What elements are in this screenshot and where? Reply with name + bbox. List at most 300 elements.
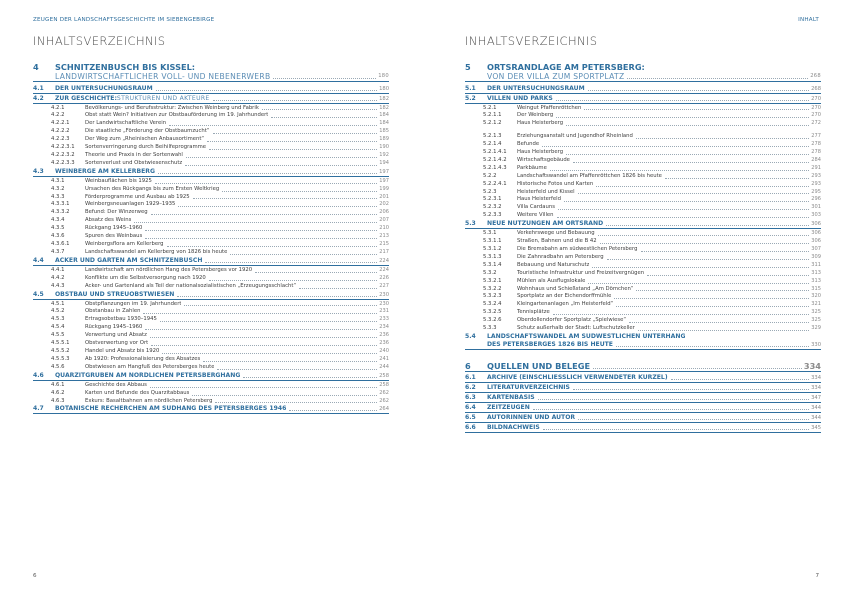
toc-entry[interactable] — [33, 316, 389, 324]
toc-page-number: 321 — [811, 301, 821, 308]
toc-entry-title: VILLEN UND PARKS — [487, 94, 553, 102]
dot-leader — [543, 429, 809, 430]
toc-page-number: 197 — [379, 177, 389, 184]
toc-entry[interactable] — [465, 196, 821, 204]
dot-leader — [134, 222, 377, 223]
toc-entry-title: Konflikte um die Selbstversorgung nach 1920 — [85, 274, 206, 281]
dot-leader — [636, 138, 809, 139]
toc-entry-title: Ertragsobstbau 1930–1945 — [85, 316, 157, 323]
toc-entry-number: 5.3.2 — [483, 269, 497, 276]
toc-entry-number: 5.3.3 — [483, 325, 497, 332]
toc-entry-title: Weinbergsflora am Kellerberg — [85, 241, 164, 247]
toc-entry[interactable] — [33, 348, 389, 356]
dot-leader — [155, 183, 377, 184]
toc-entry-title: Theorie und Praxis in der Sortenwahl — [85, 151, 183, 158]
toc-entry[interactable] — [465, 204, 821, 212]
toc-entry[interactable] — [465, 220, 821, 229]
toc-entry[interactable] — [465, 212, 821, 220]
toc-entry-title: Sportplatz an der Eichendorffmühle — [517, 293, 612, 300]
toc-entry-number: 4.2.2.2 — [51, 128, 70, 135]
toc-page-number: 313 — [811, 269, 821, 276]
dot-leader — [145, 230, 377, 231]
toc-entry-number: 5.2.1.4.2 — [483, 156, 507, 163]
toc-entry[interactable] — [33, 178, 389, 186]
toc-entry-title: KARTENBASIS — [487, 394, 535, 402]
toc-entry[interactable] — [33, 301, 389, 309]
dot-leader — [616, 346, 809, 347]
chapter-heading[interactable] — [465, 62, 821, 72]
toc-entry-title: Landschaftswandel am Kellerberg von 1826 bis heute — [85, 248, 228, 255]
toc-entry-number: 4.5.5.2 — [51, 347, 70, 354]
toc-page-number: 199 — [379, 185, 389, 192]
toc-entry-title: Weinbauflächen bis 1925 — [85, 177, 152, 184]
toc-page-number: 272 — [811, 120, 821, 127]
toc-entry-number: 4.1 — [33, 84, 44, 92]
toc-entry-title: Die Bremsbahn am südwestlichen Petersberg — [517, 246, 638, 252]
toc-entry[interactable] — [465, 230, 821, 238]
toc-page-number: 344 — [811, 415, 821, 422]
toc-entry[interactable] — [465, 133, 821, 141]
toc-entry[interactable] — [465, 112, 821, 120]
toc-entry[interactable] — [465, 384, 821, 393]
toc-page-number: 334 — [811, 385, 821, 392]
toc-entry-title: Rückgang 1945–1960 — [85, 225, 143, 232]
toc-entry[interactable] — [33, 372, 389, 381]
dot-leader — [564, 201, 809, 202]
toc-page-number: 295 — [811, 188, 821, 195]
toc-entry-title: ZUR GESCHICHTE: — [55, 94, 117, 102]
toc-entry-number: 4.6.2 — [51, 389, 65, 396]
toc-entry-number: 4.5.4 — [51, 324, 65, 331]
toc-page-number: 311 — [811, 261, 821, 268]
toc-entry-title: Obstpflanzungen im 19. Jahrhundert — [85, 300, 182, 307]
toc-entry-title: Obst statt Wein? Initiativen zur Obstbauförderung im 19. Jahrhundert — [85, 112, 269, 119]
running-header-right: INHALT — [798, 17, 819, 23]
dot-leader — [584, 109, 809, 110]
toc-page-number: 234 — [379, 324, 389, 331]
dot-leader — [614, 298, 809, 299]
dot-leader — [550, 170, 809, 171]
toc-entry-title: NEUE NUTZUNGEN AM ORTSRAND — [487, 220, 604, 228]
toc-entry[interactable] — [33, 356, 389, 364]
toc-entry-number: 4.2.2.3.3 — [51, 159, 75, 166]
toc-entry-title: BOTANISCHE RECHERCHEN AM SÜDHANG DES PETERSBERGES 1946 — [55, 405, 287, 413]
toc-entry[interactable] — [33, 201, 389, 209]
toc-entry-title: Weitere Villen — [517, 212, 554, 219]
toc-entry-title: Befunde — [517, 141, 540, 148]
toc-entry-title: Verkehrswege und Bebauung — [517, 230, 595, 237]
toc-entry[interactable] — [33, 233, 389, 241]
toc-entry[interactable] — [465, 189, 821, 197]
toc-entry-number: 6.5 — [465, 414, 476, 422]
right-page-title: INHALTSVERZEICHNIS — [465, 34, 598, 48]
dot-leader — [169, 125, 377, 126]
toc-entry[interactable] — [33, 308, 389, 316]
toc-page-number: 262 — [379, 397, 389, 404]
toc-entry[interactable] — [465, 278, 821, 286]
toc-entry[interactable] — [33, 283, 389, 291]
dot-leader — [213, 100, 378, 101]
toc-entry[interactable] — [465, 173, 821, 181]
toc-entry[interactable] — [33, 225, 389, 233]
dot-leader — [600, 243, 810, 244]
dot-leader — [629, 322, 809, 323]
toc-entry-title: BILDNACHWEIS — [487, 424, 540, 432]
toc-page-number: 315 — [811, 285, 821, 292]
toc-entry-title: DER UNTERSUCHUNGSRAUM — [55, 84, 153, 92]
dot-leader — [665, 178, 809, 179]
dot-leader — [627, 78, 808, 79]
toc-entry-number: 5.2.1.1 — [483, 112, 502, 119]
toc-entry[interactable] — [465, 165, 821, 173]
toc-entry-number: 5.2.1.4 — [483, 141, 502, 148]
toc-entry-title: Verwertung und Absatz — [85, 332, 147, 339]
toc-entry-title: Der Weinberg — [517, 112, 554, 119]
toc-entry-title: Exkurs: Basaltbahnen am nördlichen Petersberg — [85, 397, 213, 404]
toc-entry-title: Mühlen als Ausflugslokale — [517, 277, 586, 284]
dot-leader — [178, 206, 377, 207]
dot-leader — [566, 154, 809, 155]
left-page-number: 6 — [33, 573, 37, 579]
toc-entry-number: 4.3 — [33, 167, 44, 175]
toc-entry[interactable] — [465, 120, 821, 128]
toc-entry-title: Haus Heisterberg — [517, 149, 564, 156]
dot-leader — [203, 361, 377, 362]
toc-entry-number: 5.3 — [465, 220, 476, 228]
toc-entry[interactable] — [465, 270, 821, 278]
toc-page-number: 301 — [811, 204, 821, 211]
dot-leader — [156, 90, 377, 91]
toc-entry[interactable] — [33, 398, 389, 406]
dot-leader — [230, 254, 377, 255]
toc-entry-title: Der Weg zum „Rheinischen Anbausortiment“ — [85, 136, 205, 143]
dot-leader — [150, 387, 377, 388]
toc-entry-title: Bevölkerungs- und Berufsstruktur: Zwischen Weinberg und Fabrik — [85, 104, 259, 111]
toc-entry[interactable] — [33, 152, 389, 160]
toc-entry-title: Obstverwertung vor Ort — [85, 340, 149, 347]
toc-entry[interactable] — [465, 404, 821, 413]
toc-entry-number: 4.3.4 — [51, 217, 65, 224]
toc-entry-title: Ab 1920: Professionalisierung des Absatzes — [85, 355, 201, 362]
toc-entry-number: 5.3.2.1 — [483, 277, 502, 284]
toc-entry-number: 4.5.1 — [51, 300, 65, 307]
dot-leader — [151, 345, 377, 346]
dot-leader — [573, 389, 809, 390]
chapter-subtitle-text: VON DER VILLA ZUM SPORTPLATZ — [487, 72, 625, 81]
dot-leader — [262, 109, 377, 110]
chapter-heading[interactable] — [465, 361, 821, 372]
toc-entry-number: 4.5.3 — [51, 316, 65, 323]
toc-entry-title: Sortenverringerung durch Beihilfeprogramme — [85, 144, 207, 151]
toc-entry-title: Haus Heisterfeld — [517, 196, 561, 203]
toc-entry[interactable] — [465, 333, 821, 341]
toc-entry[interactable] — [33, 144, 389, 152]
toc-entry[interactable] — [465, 95, 821, 104]
toc-entry-number: 5.2.1 — [483, 104, 497, 111]
toc-entry[interactable] — [33, 241, 389, 249]
toc-entry-number: 5.3.2.6 — [483, 317, 502, 324]
toc-entry[interactable] — [465, 254, 821, 262]
toc-entry[interactable] — [465, 85, 821, 94]
toc-entry[interactable] — [465, 394, 821, 403]
chapter-heading[interactable] — [33, 62, 389, 72]
toc-entry-title: Sortenverlust und Obstwiesenschutz — [85, 159, 183, 166]
chapter-number: 4 — [33, 62, 39, 72]
toc-entry-title: Befund: Der Winzerweg — [85, 209, 148, 216]
toc-entry[interactable] — [465, 424, 821, 433]
toc-entry-title: Karten und Befunde des Quarzitabbaus — [85, 389, 190, 396]
dot-leader — [641, 251, 810, 252]
toc-page-number: 224 — [379, 266, 389, 273]
toc-entry[interactable] — [33, 105, 389, 113]
toc-entry[interactable] — [465, 238, 821, 246]
dot-leader — [299, 288, 377, 289]
toc-entry[interactable] — [33, 160, 389, 168]
toc-entry[interactable] — [465, 105, 821, 113]
toc-entry[interactable] — [465, 317, 821, 325]
toc-entry-number: 4.5.5.1 — [51, 340, 70, 347]
toc-entry[interactable] — [33, 390, 389, 398]
toc-entry-title: WEINBERGE AM KELLERBERG — [55, 167, 155, 175]
toc-entry-number: 4.4 — [33, 256, 44, 264]
toc-page-number: 284 — [811, 156, 821, 163]
toc-entry[interactable] — [465, 325, 821, 333]
toc-page-number: 230 — [379, 300, 389, 307]
toc-entry[interactable] — [33, 95, 389, 104]
dot-leader — [556, 117, 809, 118]
toc-entry[interactable] — [33, 249, 389, 257]
toc-entry[interactable] — [33, 85, 389, 94]
toc-entry[interactable] — [33, 120, 389, 128]
toc-entry[interactable] — [33, 128, 389, 136]
toc-entry-number: 4.3.3 — [51, 193, 65, 200]
toc-entry[interactable] — [465, 262, 821, 270]
dot-leader — [160, 321, 377, 322]
toc-entry-title: Touristische Infrastruktur und Freizeitvergnügen — [517, 269, 645, 276]
toc-page-number: 278 — [811, 149, 821, 156]
dot-leader — [606, 225, 809, 226]
toc-entry-title: Ursachen des Rückgangs bis zum Ersten Weltkrieg — [85, 185, 220, 192]
toc-entry[interactable] — [33, 405, 389, 414]
toc-entry[interactable] — [465, 246, 821, 254]
toc-entry[interactable] — [465, 374, 821, 383]
toc-entry[interactable] — [33, 257, 389, 266]
dot-leader — [592, 267, 809, 268]
toc-entry-title: LITERATURVERZEICHNIS — [487, 384, 570, 392]
toc-entry-number: 5.2.1.3 — [483, 133, 502, 140]
toc-entry-title: LANDSCHAFTSWANDEL AM SÜDWESTLICHEN UNTERHANG — [487, 332, 686, 340]
toc-entry[interactable] — [33, 382, 389, 390]
toc-entry[interactable] — [33, 332, 389, 340]
dot-leader — [671, 379, 809, 380]
dot-leader — [553, 314, 810, 315]
dot-leader — [556, 100, 809, 101]
toc-entry[interactable] — [465, 309, 821, 317]
toc-entry-title: Wohnhaus und Schießstand „Am Dömchen“ — [517, 285, 634, 292]
toc-entry-number: 6.2 — [465, 384, 476, 392]
toc-page-number: 347 — [811, 395, 821, 402]
toc-entry-number: 5.2.3.3 — [483, 212, 502, 219]
toc-entry[interactable] — [33, 112, 389, 120]
toc-entry[interactable] — [33, 186, 389, 194]
toc-entry[interactable] — [33, 217, 389, 225]
dot-leader — [542, 146, 809, 147]
chapter-number: 6 — [465, 360, 471, 371]
toc-entry-continued[interactable] — [465, 341, 821, 350]
toc-entry[interactable] — [465, 301, 821, 309]
dot-leader — [209, 280, 377, 281]
toc-entry[interactable] — [465, 141, 821, 149]
toc-entry[interactable] — [465, 293, 821, 301]
toc-entry-title: Spuren des Weinbaus — [85, 233, 143, 240]
dot-leader — [573, 162, 809, 163]
toc-entry-title: Obstwiesen am Hangfuß des Petersberges heute — [85, 363, 215, 370]
toc-entry-number: 5.2.1.4.3 — [483, 164, 507, 171]
toc-page-number: 330 — [811, 341, 821, 348]
toc-entry-number: 4.3.7 — [51, 248, 65, 255]
dot-leader — [289, 410, 377, 411]
toc-entry-number: 4.6.1 — [51, 381, 65, 388]
toc-entry-title: AUTORINNEN UND AUTOR — [487, 414, 576, 422]
toc-entry-number: 4.3.6.1 — [51, 241, 70, 247]
toc-page-number: 344 — [811, 405, 821, 412]
toc-page-number: 240 — [379, 347, 389, 354]
toc-page-number: 309 — [811, 253, 821, 260]
toc-entry-number: 4.5.5 — [51, 332, 65, 339]
toc-entry-title: Heisterfeld und Kissel — [517, 188, 575, 195]
toc-page-number: 202 — [379, 201, 389, 208]
toc-entry[interactable] — [33, 267, 389, 275]
toc-page-number: 227 — [379, 282, 389, 289]
toc-entry-title: Villa Cardauns — [517, 204, 555, 211]
chapter-title: ORTSRANDLAGE AM PETERSBERG: — [487, 62, 645, 72]
toc-page-number: 210 — [379, 225, 389, 232]
dot-leader — [636, 290, 809, 291]
toc-entry-title: Haus Heisterberg — [517, 120, 564, 127]
toc-entry-title: Förderprogramme und Ausbau ab 1925 — [85, 193, 190, 200]
dot-leader — [209, 149, 377, 150]
toc-entry[interactable] — [33, 136, 389, 144]
toc-entry[interactable] — [33, 364, 389, 372]
toc-page-number: 313 — [811, 277, 821, 284]
toc-entry[interactable] — [465, 414, 821, 423]
toc-entry[interactable] — [465, 157, 821, 165]
dot-leader — [578, 419, 809, 420]
toc-entry[interactable] — [33, 209, 389, 217]
toc-page-number: 296 — [811, 196, 821, 203]
toc-entry-number: 5.2.3 — [483, 188, 497, 195]
toc-page-number: 306 — [811, 230, 821, 237]
toc-entry[interactable] — [465, 181, 821, 189]
toc-entry-number: 4.2.2.1 — [51, 120, 70, 127]
dot-leader — [217, 369, 377, 370]
toc-page-number: 258 — [379, 381, 389, 388]
dot-leader — [167, 246, 378, 247]
toc-page-number: 236 — [379, 340, 389, 347]
chapter-title: SCHNITZENBUSCH BIS KISSEL: — [55, 62, 196, 72]
toc-entry-number: 5.3.1.2 — [483, 246, 502, 252]
chapter-subtitle[interactable] — [33, 72, 389, 82]
toc-entry-number: 4.5.5.3 — [51, 355, 70, 362]
dot-leader — [647, 275, 809, 276]
toc-page-number: 270 — [811, 104, 821, 111]
toc-page-number: 334 — [803, 360, 821, 371]
toc-page-number: 293 — [811, 172, 821, 179]
toc-page-number: 264 — [379, 406, 389, 413]
dot-leader — [207, 141, 377, 142]
toc-entry-number: 4.3.3.2 — [51, 209, 70, 216]
chapter-subtitle-text: LANDWIRTSCHAFTLICHER VOLL- UND NEBENERWERB — [55, 72, 271, 81]
toc-entry[interactable] — [33, 275, 389, 283]
toc-entry[interactable] — [33, 324, 389, 332]
toc-entry-number: 4.5.6 — [51, 363, 65, 370]
toc-entry-number: 5.2.3.2 — [483, 204, 502, 211]
dot-leader — [638, 330, 809, 331]
toc-entry-number: 4.6 — [33, 371, 44, 379]
toc-page-number: 185 — [379, 128, 389, 135]
chapter-title: QUELLEN UND BELEGE — [487, 360, 591, 371]
toc-entry-title: Landwirtschaft am nördlichen Hang des Petersberges vor 1920 — [85, 266, 253, 273]
dot-leader — [145, 329, 377, 330]
toc-entry-number: 6.4 — [465, 404, 476, 412]
toc-page-number: 189 — [379, 136, 389, 143]
dot-leader — [213, 133, 378, 134]
toc-page-number: 306 — [811, 238, 821, 245]
toc-page-number: 207 — [379, 217, 389, 224]
toc-entry[interactable] — [33, 194, 389, 202]
toc-entry-number: 5.3.1 — [483, 230, 497, 237]
toc-entry-number: 4.5.2 — [51, 308, 65, 315]
toc-entry[interactable] — [465, 286, 821, 294]
chapter-subtitle[interactable] — [465, 72, 821, 82]
toc-page-number: 206 — [379, 209, 389, 216]
toc-entry[interactable] — [33, 168, 389, 177]
dot-leader — [607, 259, 810, 260]
toc-page-number: 244 — [379, 363, 389, 370]
toc-entry-title: Weingut Pfaffenröttchen — [517, 104, 582, 111]
toc-page-number: 217 — [379, 248, 389, 255]
toc-page-number: 192 — [379, 151, 389, 158]
toc-page-number: 325 — [811, 309, 821, 316]
left-page-title: INHALTSVERZEICHNIS — [33, 34, 166, 48]
dot-leader — [177, 296, 377, 297]
dot-leader — [192, 395, 377, 396]
toc-entry[interactable] — [465, 149, 821, 157]
toc-entry-number: 4.7 — [33, 405, 44, 413]
toc-entry-number: 4.5 — [33, 290, 44, 298]
toc-entry[interactable] — [33, 291, 389, 300]
toc-entry-title: Die Zahnradbahn am Petersberg — [517, 253, 604, 260]
toc-page-number: 184 — [379, 120, 389, 127]
toc-page-number: 197 — [379, 168, 389, 175]
toc-page-number: 182 — [379, 104, 389, 111]
toc-entry-number: 4.3.2 — [51, 185, 65, 192]
dot-leader — [145, 238, 377, 239]
dot-leader — [222, 191, 377, 192]
dot-leader — [151, 214, 378, 215]
toc-page-number: 262 — [379, 389, 389, 396]
dot-leader — [596, 186, 809, 187]
toc-entry-number: 5.3.2.4 — [483, 301, 502, 308]
dot-leader — [273, 78, 376, 79]
dot-leader — [566, 125, 809, 126]
toc-entry-title: DER UNTERSUCHUNGSRAUM — [487, 84, 585, 92]
toc-entry-number: 4.3.3.1 — [51, 201, 70, 208]
toc-entry[interactable] — [33, 340, 389, 348]
dot-leader — [184, 305, 377, 306]
toc-entry-title: Straßen, Bahnen und die B 42 — [517, 238, 597, 245]
toc-entry-title-light: STRUKTUREN UND AKTEURE — [116, 94, 210, 102]
